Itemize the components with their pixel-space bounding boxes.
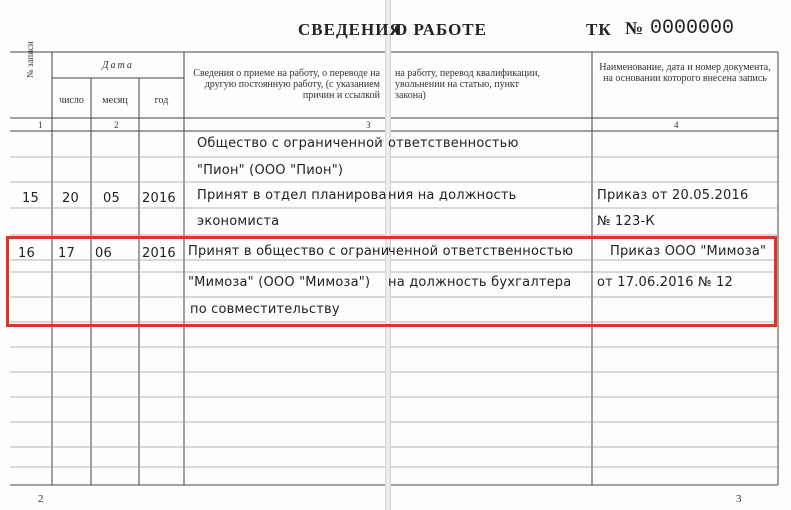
header-number-sign: №: [625, 18, 645, 38]
highlight-frame: [6, 236, 777, 327]
col-number-3: 3: [366, 120, 371, 130]
row3-day: 20: [62, 191, 79, 206]
col-number-1: 1: [38, 120, 43, 130]
row5-day: 17: [58, 246, 75, 261]
row3-no: 15: [22, 191, 39, 206]
col-date-group: Дата: [102, 60, 134, 71]
col-number-4: 4: [674, 120, 679, 130]
row4-document: № 123-К: [597, 214, 655, 229]
col-month: месяц: [102, 95, 128, 106]
row1-text-left: Общество с ограниченной: [197, 136, 383, 151]
col-info-right: на работу, перевод квалификации, увольнении на статью, пункт закона): [395, 68, 540, 101]
row5-text-right: ченной ответственностью: [388, 244, 574, 259]
row6-text-left: "Мимоза" (ООО "Мимоза"): [188, 275, 371, 290]
row6-text-right: на должность бухгалтера: [388, 275, 572, 290]
row3-month: 05: [103, 191, 120, 206]
col-day: число: [59, 95, 84, 106]
row7-text-left: по совместительству: [190, 302, 340, 317]
row5-year: 2016: [142, 246, 176, 261]
row5-month: 06: [95, 246, 112, 261]
row3-year: 2016: [142, 191, 176, 206]
row1-text-right: ответственностью: [388, 136, 519, 151]
col-year: год: [154, 95, 169, 106]
row5-document: Приказ ООО "Мимоза": [610, 244, 767, 259]
col-record-no: № записи: [25, 41, 35, 78]
row2-text-left: "Пион" (ООО "Пион"): [197, 163, 344, 178]
header-number: 0000000: [650, 17, 735, 40]
col-document: Наименование, дата и номер документа, на основании которого внесена запись: [599, 62, 771, 84]
col-info-left: Сведения о приеме на работу, о переводе на другую постоянную работу, (с указанием причин и ссылкой: [193, 68, 380, 101]
row3-document: Приказ от 20.05.2016: [597, 188, 749, 203]
row5-text-left: Принят в общество с ограни: [188, 244, 390, 259]
row6-document: от 17.06.2016 № 12: [597, 275, 734, 290]
page-number-left: 2: [38, 493, 44, 505]
row4-text-left: экономиста: [197, 214, 280, 229]
col-number-2: 2: [114, 120, 119, 130]
row3-text-right: ния на должность: [388, 188, 517, 203]
row3-text-left: Принят в отдел планирова: [197, 188, 387, 203]
page-number-right: 3: [736, 493, 742, 505]
header-right-title: О РАБОТЕ: [394, 20, 487, 39]
row5-no: 16: [18, 246, 35, 261]
header-left-title: СВЕДЕНИЯ: [298, 20, 403, 39]
header-series: ТК: [586, 20, 612, 39]
